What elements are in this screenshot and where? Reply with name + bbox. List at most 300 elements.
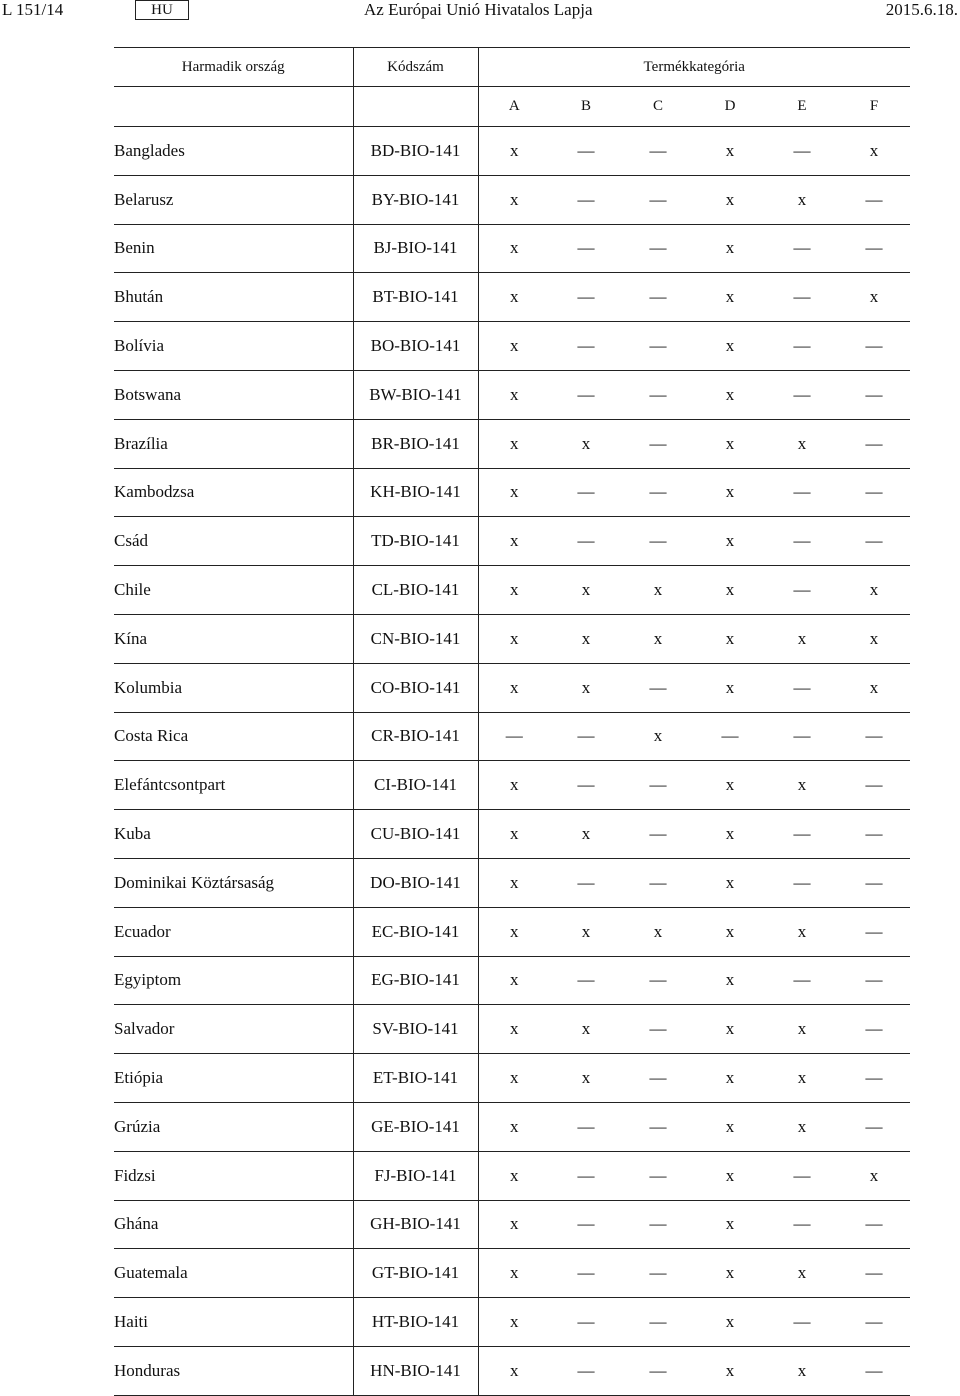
table-row — [114, 468, 910, 517]
mark-dash: — — [793, 677, 811, 697]
page-reference: L 151/14 — [2, 0, 64, 19]
category-cell-a — [478, 1005, 550, 1054]
category-cell-d — [694, 419, 766, 468]
category-cell-c — [622, 1249, 694, 1298]
code-number: EC-BIO-141 — [353, 907, 478, 956]
category-cell-e — [766, 858, 838, 907]
category-cell-e — [766, 566, 838, 615]
header-country-blank — [114, 87, 353, 127]
code-number: TD-BIO-141 — [353, 517, 478, 566]
category-cell-c — [622, 907, 694, 956]
code-number: CO-BIO-141 — [353, 663, 478, 712]
country-name: Benin — [114, 224, 353, 273]
category-cell-f — [838, 1298, 910, 1347]
mark-dash: — — [577, 1165, 595, 1185]
category-cell-f — [838, 956, 910, 1005]
category-cell-f — [838, 224, 910, 273]
mark-x: x — [869, 677, 879, 697]
category-cell-a — [478, 810, 550, 859]
category-cell-a — [478, 468, 550, 517]
mark-dash: — — [865, 384, 883, 404]
category-cell-a — [478, 273, 550, 322]
mark-dash: — — [865, 189, 883, 209]
mark-x: x — [510, 970, 519, 990]
mark-dash: — — [793, 970, 811, 990]
country-name: Bolívia — [114, 322, 353, 371]
category-cell-d — [694, 1151, 766, 1200]
mark-dash: — — [865, 433, 883, 453]
mark-dash: — — [865, 872, 883, 892]
table-row — [114, 1298, 910, 1347]
table-row — [114, 517, 910, 566]
category-cell-a — [478, 517, 550, 566]
category-cell-b — [550, 273, 622, 322]
category-header-a: A — [478, 87, 550, 127]
category-cell-f — [838, 761, 910, 810]
mark-dash: — — [649, 1360, 667, 1380]
mark-x: x — [653, 580, 663, 600]
country-name: Dominikai Köztársaság — [114, 858, 353, 907]
mark-x: x — [725, 775, 735, 795]
category-cell-b — [550, 712, 622, 761]
mark-x: x — [725, 1312, 735, 1332]
mark-x: x — [725, 824, 735, 844]
category-cell-f — [838, 127, 910, 176]
category-cell-b — [550, 224, 622, 273]
mark-x: x — [725, 628, 735, 648]
mark-x: x — [725, 1263, 735, 1283]
mark-dash: — — [649, 677, 667, 697]
category-cell-c — [622, 1005, 694, 1054]
mark-dash: — — [649, 1263, 667, 1283]
category-cell-c — [622, 1298, 694, 1347]
mark-x: x — [725, 921, 735, 941]
mark-x: x — [653, 628, 663, 648]
mark-dash: — — [649, 336, 667, 356]
mark-x: x — [725, 1214, 735, 1234]
mark-dash: — — [865, 1263, 883, 1283]
mark-x: x — [581, 677, 591, 697]
country-name: Kuba — [114, 810, 353, 859]
table-row — [114, 419, 910, 468]
mark-x: x — [510, 531, 519, 551]
mark-x: x — [581, 433, 591, 453]
category-cell-c — [622, 370, 694, 419]
country-name: Fidzsi — [114, 1151, 353, 1200]
category-cell-e — [766, 1151, 838, 1200]
category-cell-b — [550, 468, 622, 517]
category-cell-a — [478, 1200, 550, 1249]
category-cell-b — [550, 810, 622, 859]
mark-x: x — [797, 1068, 807, 1088]
category-cell-d — [694, 175, 766, 224]
mark-x: x — [653, 921, 663, 941]
mark-x: x — [725, 482, 735, 502]
table-row — [114, 1200, 910, 1249]
category-cell-b — [550, 1200, 622, 1249]
category-cell-d — [694, 858, 766, 907]
category-cell-d — [694, 712, 766, 761]
code-number: CI-BIO-141 — [353, 761, 478, 810]
category-cell-c — [622, 1054, 694, 1103]
country-name: Costa Rica — [114, 712, 353, 761]
code-number: HT-BIO-141 — [353, 1298, 478, 1347]
category-cell-c — [622, 419, 694, 468]
mark-dash: — — [793, 1214, 811, 1234]
mark-dash: — — [649, 384, 667, 404]
country-name: Elefántcsontpart — [114, 761, 353, 810]
mark-dash: — — [865, 1214, 883, 1234]
mark-x: x — [581, 1019, 591, 1039]
code-number: CL-BIO-141 — [353, 566, 478, 615]
code-number: FJ-BIO-141 — [353, 1151, 478, 1200]
code-number: HN-BIO-141 — [353, 1346, 478, 1395]
category-cell-e — [766, 322, 838, 371]
category-header-e: E — [766, 87, 838, 127]
table-row — [114, 127, 910, 176]
category-cell-f — [838, 468, 910, 517]
mark-x: x — [581, 824, 591, 844]
code-number: BO-BIO-141 — [353, 322, 478, 371]
category-cell-d — [694, 614, 766, 663]
category-cell-a — [478, 370, 550, 419]
category-cell-d — [694, 1054, 766, 1103]
code-number: CR-BIO-141 — [353, 712, 478, 761]
category-cell-e — [766, 1005, 838, 1054]
mark-x: x — [725, 140, 735, 160]
category-cell-d — [694, 127, 766, 176]
category-cell-d — [694, 1298, 766, 1347]
mark-dash: — — [865, 824, 883, 844]
country-name: Salvador — [114, 1005, 353, 1054]
category-cell-a — [478, 1151, 550, 1200]
mark-dash: — — [793, 872, 811, 892]
country-name: Belarusz — [114, 175, 353, 224]
mark-dash: — — [649, 872, 667, 892]
mark-dash: — — [649, 775, 667, 795]
category-cell-c — [622, 175, 694, 224]
mark-x: x — [510, 238, 519, 258]
mark-dash: — — [649, 287, 667, 307]
code-number: ET-BIO-141 — [353, 1054, 478, 1103]
table-row — [114, 1151, 910, 1200]
mark-dash: — — [649, 482, 667, 502]
header-code-blank — [353, 87, 478, 127]
category-cell-e — [766, 127, 838, 176]
category-cell-b — [550, 1054, 622, 1103]
category-cell-e — [766, 175, 838, 224]
mark-dash: — — [649, 238, 667, 258]
category-cell-b — [550, 175, 622, 224]
category-cell-b — [550, 907, 622, 956]
mark-dash: — — [793, 726, 811, 746]
category-header-f: F — [838, 87, 910, 127]
category-cell-c — [622, 956, 694, 1005]
country-name: Banglades — [114, 127, 353, 176]
mark-dash: — — [793, 531, 811, 551]
category-cell-a — [478, 1249, 550, 1298]
category-cell-c — [622, 566, 694, 615]
category-cell-a — [478, 127, 550, 176]
category-cell-b — [550, 1151, 622, 1200]
category-cell-d — [694, 956, 766, 1005]
mark-dash: — — [577, 238, 595, 258]
mark-x: x — [510, 189, 519, 209]
mark-dash: — — [649, 970, 667, 990]
code-number: BT-BIO-141 — [353, 273, 478, 322]
table-row — [114, 614, 910, 663]
mark-x: x — [725, 238, 735, 258]
category-cell-a — [478, 322, 550, 371]
table-row — [114, 858, 910, 907]
mark-x: x — [869, 287, 879, 307]
category-cell-e — [766, 517, 838, 566]
mark-x: x — [510, 628, 519, 648]
mark-x: x — [797, 1116, 807, 1136]
mark-x: x — [869, 628, 879, 648]
table-row — [114, 175, 910, 224]
mark-dash: — — [649, 433, 667, 453]
mark-x: x — [510, 677, 519, 697]
category-cell-d — [694, 810, 766, 859]
mark-dash: — — [865, 1360, 883, 1380]
category-cell-f — [838, 419, 910, 468]
category-cell-a — [478, 761, 550, 810]
mark-dash: — — [721, 726, 739, 746]
code-number: BD-BIO-141 — [353, 127, 478, 176]
mark-x: x — [797, 1360, 807, 1380]
mark-dash: — — [505, 726, 523, 746]
header-product-category: Termékkategória — [478, 48, 910, 87]
mark-dash: — — [865, 726, 883, 746]
category-cell-b — [550, 1102, 622, 1151]
mark-dash: — — [577, 287, 595, 307]
mark-dash: — — [577, 1263, 595, 1283]
category-cell-f — [838, 322, 910, 371]
table-row — [114, 1102, 910, 1151]
category-cell-e — [766, 761, 838, 810]
table-row — [114, 810, 910, 859]
category-cell-a — [478, 1298, 550, 1347]
category-cell-b — [550, 1249, 622, 1298]
country-name: Honduras — [114, 1346, 353, 1395]
mark-x: x — [797, 1019, 807, 1039]
category-cell-d — [694, 224, 766, 273]
category-cell-e — [766, 1298, 838, 1347]
category-cell-d — [694, 1102, 766, 1151]
category-cell-c — [622, 1102, 694, 1151]
category-cell-f — [838, 810, 910, 859]
mark-x: x — [725, 1360, 735, 1380]
mark-x: x — [510, 824, 519, 844]
mark-x: x — [581, 921, 591, 941]
mark-x: x — [725, 433, 735, 453]
category-cell-e — [766, 273, 838, 322]
table-row — [114, 712, 910, 761]
mark-dash: — — [649, 1214, 667, 1234]
category-cell-a — [478, 614, 550, 663]
category-cell-f — [838, 1346, 910, 1395]
mark-dash: — — [649, 1116, 667, 1136]
code-number: BJ-BIO-141 — [353, 224, 478, 273]
category-cell-a — [478, 712, 550, 761]
table-row — [114, 1346, 910, 1395]
mark-dash: — — [577, 1312, 595, 1332]
mark-x: x — [510, 1116, 519, 1136]
category-cell-e — [766, 468, 838, 517]
category-header-c: C — [622, 87, 694, 127]
mark-dash: — — [577, 726, 595, 746]
category-cell-f — [838, 175, 910, 224]
code-number: GH-BIO-141 — [353, 1200, 478, 1249]
mark-dash: — — [577, 1360, 595, 1380]
category-cell-d — [694, 1249, 766, 1298]
mark-x: x — [725, 677, 735, 697]
mark-x: x — [510, 921, 519, 941]
country-name: Etiópia — [114, 1054, 353, 1103]
mark-dash: — — [577, 872, 595, 892]
table-row — [114, 370, 910, 419]
category-cell-f — [838, 566, 910, 615]
category-cell-f — [838, 1200, 910, 1249]
category-cell-b — [550, 1346, 622, 1395]
table-row — [114, 322, 910, 371]
mark-dash: — — [865, 775, 883, 795]
mark-x: x — [725, 287, 735, 307]
mark-dash: — — [865, 921, 883, 941]
mark-dash: — — [577, 384, 595, 404]
mark-dash: — — [577, 140, 595, 160]
mark-x: x — [510, 1068, 519, 1088]
country-name: Kolumbia — [114, 663, 353, 712]
category-cell-a — [478, 907, 550, 956]
mark-x: x — [581, 628, 591, 648]
page-header — [0, 0, 960, 22]
category-cell-a — [478, 858, 550, 907]
category-cell-c — [622, 517, 694, 566]
table-row — [114, 907, 910, 956]
mark-dash: — — [577, 1214, 595, 1234]
mark-x: x — [725, 872, 735, 892]
category-cell-e — [766, 614, 838, 663]
category-cell-e — [766, 1200, 838, 1249]
category-cell-e — [766, 224, 838, 273]
category-cell-f — [838, 907, 910, 956]
mark-dash: — — [865, 1312, 883, 1332]
mark-dash: — — [865, 238, 883, 258]
mark-x: x — [510, 580, 519, 600]
category-cell-c — [622, 1151, 694, 1200]
mark-dash: — — [865, 482, 883, 502]
code-number: GE-BIO-141 — [353, 1102, 478, 1151]
category-cell-e — [766, 1249, 838, 1298]
publication-date: 2015.6.18. — [885, 0, 958, 19]
mark-dash: — — [865, 531, 883, 551]
country-name: Kambodzsa — [114, 468, 353, 517]
journal-title: Az Európai Unió Hivatalos Lapja — [364, 0, 593, 19]
mark-x: x — [510, 482, 519, 502]
mark-x: x — [725, 970, 735, 990]
mark-x: x — [510, 775, 519, 795]
mark-x: x — [725, 1165, 735, 1185]
certification-table-wrapper — [114, 47, 910, 1396]
country-name: Ghána — [114, 1200, 353, 1249]
mark-dash: — — [793, 287, 811, 307]
mark-x: x — [797, 1263, 807, 1283]
mark-x: x — [581, 580, 591, 600]
category-cell-c — [622, 224, 694, 273]
category-cell-e — [766, 907, 838, 956]
mark-x: x — [725, 580, 735, 600]
category-letters-row — [114, 87, 910, 127]
country-name: Ecuador — [114, 907, 353, 956]
category-cell-f — [838, 1102, 910, 1151]
category-cell-e — [766, 712, 838, 761]
category-cell-c — [622, 614, 694, 663]
category-cell-b — [550, 419, 622, 468]
code-number: BW-BIO-141 — [353, 370, 478, 419]
mark-dash: — — [577, 336, 595, 356]
category-cell-f — [838, 1249, 910, 1298]
category-cell-b — [550, 858, 622, 907]
category-cell-c — [622, 712, 694, 761]
category-cell-c — [622, 761, 694, 810]
category-cell-a — [478, 419, 550, 468]
code-number: DO-BIO-141 — [353, 858, 478, 907]
mark-dash: — — [865, 336, 883, 356]
category-cell-d — [694, 566, 766, 615]
country-name: Botswana — [114, 370, 353, 419]
country-name: Grúzia — [114, 1102, 353, 1151]
category-cell-d — [694, 517, 766, 566]
code-number: EG-BIO-141 — [353, 956, 478, 1005]
category-cell-c — [622, 127, 694, 176]
table-row — [114, 273, 910, 322]
mark-dash: — — [577, 482, 595, 502]
category-cell-d — [694, 1346, 766, 1395]
mark-x: x — [581, 1068, 591, 1088]
mark-x: x — [510, 1214, 519, 1234]
category-cell-f — [838, 614, 910, 663]
category-cell-b — [550, 1298, 622, 1347]
category-cell-b — [550, 761, 622, 810]
category-cell-b — [550, 614, 622, 663]
mark-x: x — [869, 1165, 879, 1185]
table-row — [114, 224, 910, 273]
category-cell-a — [478, 1102, 550, 1151]
mark-x: x — [510, 336, 519, 356]
mark-x: x — [725, 1116, 735, 1136]
mark-x: x — [510, 1360, 519, 1380]
category-cell-a — [478, 663, 550, 712]
mark-x: x — [725, 336, 735, 356]
table-header — [114, 48, 910, 127]
mark-dash: — — [793, 1165, 811, 1185]
table-row — [114, 1054, 910, 1103]
category-header-d: D — [694, 87, 766, 127]
category-cell-b — [550, 1005, 622, 1054]
mark-dash: — — [649, 1019, 667, 1039]
mark-x: x — [653, 726, 663, 746]
country-name: Brazília — [114, 419, 353, 468]
category-cell-b — [550, 517, 622, 566]
category-cell-e — [766, 1102, 838, 1151]
category-cell-c — [622, 810, 694, 859]
mark-x: x — [797, 921, 807, 941]
category-cell-a — [478, 224, 550, 273]
code-number: SV-BIO-141 — [353, 1005, 478, 1054]
mark-x: x — [797, 189, 807, 209]
